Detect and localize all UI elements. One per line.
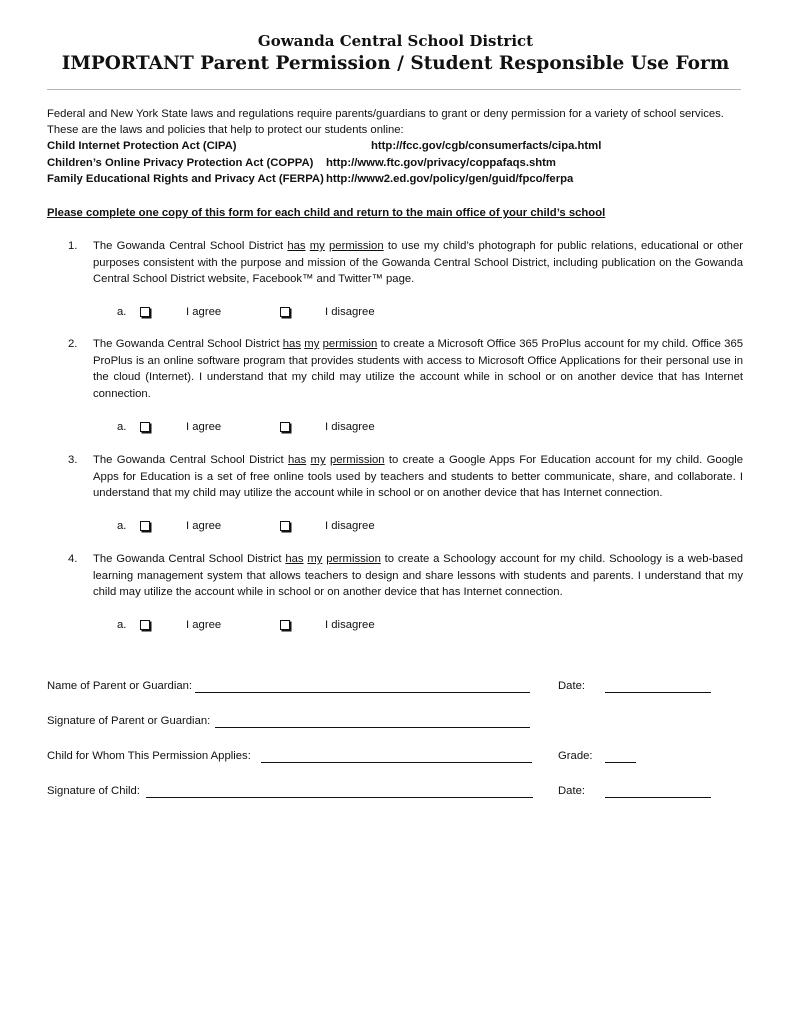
permission-word: permission	[326, 553, 381, 565]
intro-line-2: These are the laws and policies that help to protect our students online:	[47, 124, 404, 136]
grade-field[interactable]	[605, 762, 636, 763]
form-title: IMPORTANT Parent Permission / Student Responsible Use Form	[61, 53, 730, 74]
agree-label: I agree	[186, 421, 222, 433]
disagree-checkbox-3[interactable]	[280, 521, 290, 531]
disagree-checkbox-4[interactable]	[280, 620, 290, 630]
my-word: my	[304, 338, 320, 350]
child-name-label: Child for Whom This Permission Applies:	[47, 750, 251, 762]
grade-label: Grade:	[558, 750, 593, 762]
parent-date-field[interactable]	[605, 692, 711, 693]
form-instruction: Please complete one copy of this form for each child and return to the main office of your child’s school	[47, 207, 606, 219]
item-lead: The Gowanda Central School District	[93, 338, 280, 350]
child-date-field[interactable]	[605, 797, 711, 798]
agree-checkbox-2[interactable]	[140, 422, 150, 432]
parent-signature-label: Signature of Parent or Guardian:	[47, 715, 211, 727]
law-link-ferpa[interactable]: http://www2.ed.gov/policy/gen/guid/fpco/ferpa	[326, 173, 574, 185]
has-word: has	[282, 338, 301, 350]
item-text: to create a Google Apps For Education account for my child. Google Apps for Education is a set of free online tools used by teachers and students to better communicate, share, and collaborate. I understand that my child may utilize the account while in school or on another device that has Internet connection.	[93, 454, 744, 499]
disagree-label: I disagree	[325, 520, 375, 532]
header-divider	[47, 89, 741, 90]
permission-item-4	[93, 551, 743, 601]
agree-label: I agree	[186, 619, 222, 631]
has-word: has	[287, 240, 306, 252]
has-word: has	[285, 553, 304, 565]
child-name-field[interactable]	[261, 762, 532, 763]
disagree-label: I disagree	[325, 619, 375, 631]
disagree-label: I disagree	[325, 421, 375, 433]
law-name-ferpa: Family Educational Rights and Privacy Act (FERPA)	[47, 173, 324, 185]
agree-label: I agree	[186, 520, 222, 532]
agree-label: I agree	[186, 306, 222, 318]
permission-item-2	[93, 336, 743, 402]
permission-item-1	[93, 238, 743, 288]
item-lead: The Gowanda Central School District	[93, 454, 284, 466]
item-number: 1.	[68, 240, 78, 252]
item-lead: The Gowanda Central School District	[93, 240, 284, 252]
date-label: Date:	[558, 785, 586, 797]
law-name-cipa: Child Internet Protection Act (CIPA)	[47, 140, 237, 152]
option-letter: a.	[117, 619, 127, 631]
my-word: my	[307, 553, 323, 565]
permission-word: permission	[329, 454, 385, 466]
child-signature-label: Signature of Child:	[47, 785, 140, 797]
parent-signature-field[interactable]	[215, 727, 530, 728]
item-number: 4.	[68, 553, 78, 565]
parent-name-field[interactable]	[195, 692, 530, 693]
child-signature-field[interactable]	[146, 797, 533, 798]
option-letter: a.	[117, 421, 127, 433]
law-link-coppa[interactable]: http://www.ftc.gov/privacy/coppafaqs.shtm	[326, 157, 556, 169]
option-letter: a.	[117, 520, 127, 532]
disagree-checkbox-2[interactable]	[280, 422, 290, 432]
law-name-coppa: Children’s Online Privacy Protection Act (COPPA)	[47, 157, 314, 169]
permission-word: permission	[322, 338, 378, 350]
my-word: my	[309, 240, 325, 252]
item-number: 2.	[68, 338, 78, 350]
agree-checkbox-3[interactable]	[140, 521, 150, 531]
item-text: to use my child’s photograph for public relations, educational or other purposes consistent with the purpose and mission of the Gowanda Central School District, including publication on the Gowanda Central School District website, Facebook™ and Twitter™ page.	[93, 240, 743, 285]
item-number: 3.	[68, 454, 78, 466]
law-link-cipa[interactable]: http://fcc.gov/cgb/consumerfacts/cipa.html	[371, 140, 602, 152]
agree-checkbox-1[interactable]	[140, 307, 150, 317]
permission-item-3	[93, 452, 743, 502]
item-text: to create a Schoology account for my child. Schoology is a web-based learning management system that allows teachers to design and share lessons with students and parents. I understand that my child may utilize the account while in school or on another device that has Internet connection.	[93, 553, 744, 598]
item-text: to create a Microsoft Office 365 ProPlus account for my child. Office 365 ProPlus is an online software program that provides students with access to Microsoft Office Applications for their personal use in the cloud (Internet). I understand that my child may utilize the account while in school or on another device that has Internet connection.	[93, 338, 744, 400]
intro-line-1: Federal and New York State laws and regulations require parents/guardians to grant or deny permission for a variety of school services.	[47, 108, 724, 120]
has-word: has	[287, 454, 307, 466]
disagree-checkbox-1[interactable]	[280, 307, 290, 317]
my-word: my	[310, 454, 326, 466]
date-label: Date:	[558, 680, 586, 692]
permission-word: permission	[329, 240, 384, 252]
agree-checkbox-4[interactable]	[140, 620, 150, 630]
disagree-label: I disagree	[325, 306, 375, 318]
option-letter: a.	[117, 306, 127, 318]
district-name: Gowanda Central School District	[257, 32, 534, 50]
item-lead: The Gowanda Central School District	[93, 553, 282, 565]
parent-name-label: Name of Parent or Guardian:	[47, 680, 193, 692]
